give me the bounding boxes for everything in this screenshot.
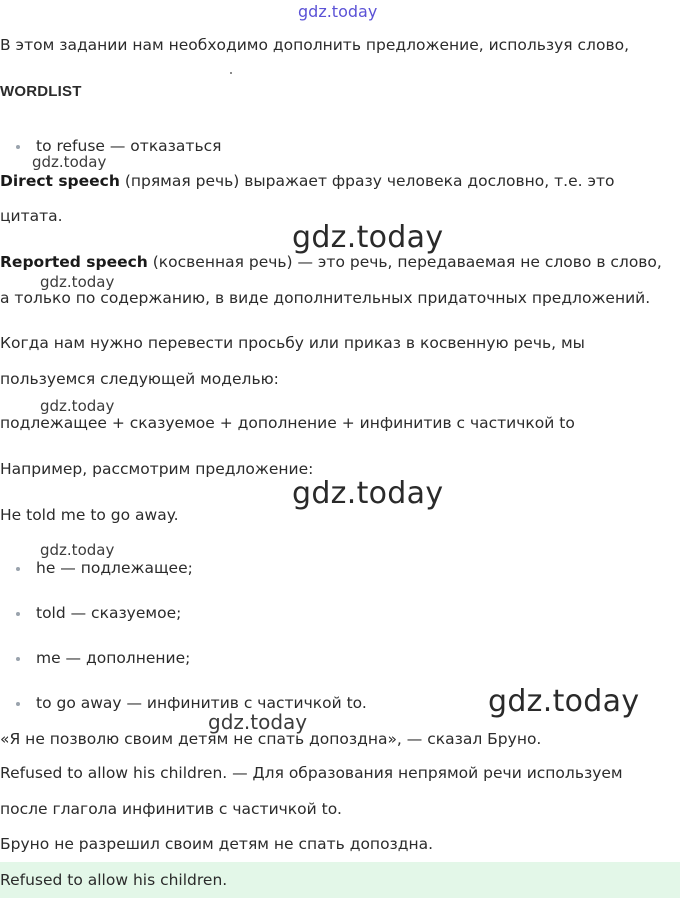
watermark-big: gdz.today	[488, 684, 640, 719]
watermark-top: gdz.today	[298, 2, 378, 21]
bullet-dot	[16, 567, 20, 571]
watermark-big: gdz.today	[292, 476, 444, 511]
stray-dot	[230, 72, 232, 74]
reported-speech-term: Reported speech	[0, 253, 148, 271]
model-formula: подлежащее + сказуемое + дополнение + инфинитив с частичкой to	[0, 414, 575, 432]
bullet-dot	[16, 702, 20, 706]
bullet-dot	[16, 145, 20, 149]
bullet-dot	[16, 612, 20, 616]
direct-speech-term: Direct speech	[0, 172, 120, 190]
reported-speech-line1	[0, 253, 662, 271]
watermark-small: gdz.today	[40, 397, 115, 415]
watermark-small: gdz.today	[40, 541, 115, 559]
model-intro-line1: Когда нам нужно перевести просьбу или приказ в косвенную речь, мы	[0, 334, 585, 352]
translation: Бруно не разрешил своим детям не спать допоздна.	[0, 835, 434, 853]
reported-speech-line2: а только по содержанию, в виде дополнительных придаточных предложений.	[0, 289, 651, 307]
wordlist-item: to refuse — отказаться	[36, 137, 222, 155]
direct-speech-line1	[0, 172, 614, 190]
example-item: to go away — инфинитив с частичкой to.	[36, 694, 367, 712]
example-item: me — дополнение;	[36, 649, 191, 667]
example-sentence: He told me to go away.	[0, 506, 179, 524]
watermark-big: gdz.today	[292, 220, 444, 255]
direct-speech-line2: цитата.	[0, 207, 63, 225]
example-item: told — сказуемое;	[36, 604, 182, 622]
direct-speech-rest: (прямая речь) выражает фразу человека дословно, т.е. это	[119, 172, 615, 190]
watermark-medium: gdz.today	[208, 710, 308, 734]
model-intro-line2: пользуемся следующей моделью:	[0, 370, 279, 388]
watermark-small: gdz.today	[40, 273, 115, 291]
example-item: he — подлежащее;	[36, 559, 193, 577]
reported-speech-rest: (косвенная речь) — это речь, передаваемая не слово в слово,	[147, 253, 662, 271]
explanation-line2: после глагола инфинитив с частичкой to.	[0, 800, 342, 818]
watermark-small: gdz.today	[32, 153, 107, 171]
explanation-line1: Refused to allow his children. — Для образования непрямой речи используем	[0, 764, 623, 782]
example-intro: Например, рассмотрим предложение:	[0, 460, 314, 478]
task-quote: «Я не позволю своим детям не спать допоздна», — сказал Бруно.	[0, 730, 542, 748]
answer-text: Refused to allow his children.	[0, 871, 228, 889]
intro-text: В этом задании нам необходимо дополнить предложение, используя слово,	[0, 36, 629, 54]
wordlist-heading: WORDLIST	[0, 83, 82, 100]
bullet-dot	[16, 657, 20, 661]
